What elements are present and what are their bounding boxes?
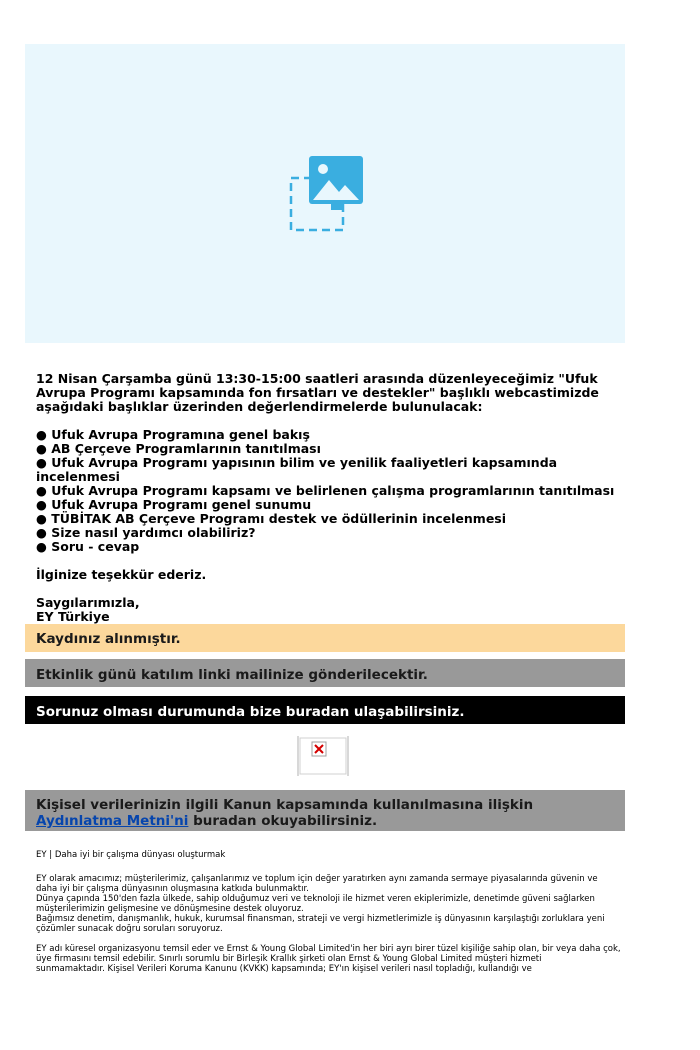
footer-paragraph-1: EY olarak amacımız; müşterilerimiz, çalışanlarımız ve toplum için değer yaratırken aynı zamanda sermaye piyasalarında güvenin ve daha iyi bir çalışma dünyasının oluşmasına katkıda bulunmaktır. Dünya çapında 150'den fazla ülkede, sahip olduğumuz veri ve teknoloji ile hizmet veren ekiplerimizle, denetimde güveni sağlarken müşterilerimizin gelişmesine ve dönüşmesine destek oluyoruz. Bağımsız denetim, danışmanlık, hukuk, kurumsal finansman, strateji ve vergi hizmetlerimizle iş dünyasının karşılaştığı zorluklara yeni çözümler sunacak doğru soruları soruyoruz. (36, 874, 605, 934)
agenda-item: ● Ufuk Avrupa Programına genel bakış (36, 427, 310, 442)
privacy-notice-link[interactable]: Aydınlatma Metni'ni (36, 813, 189, 829)
agenda-item: ● Soru - cevap (36, 539, 140, 554)
registered-banner: Kaydınız alınmıştır. (25, 624, 625, 652)
privacy-banner (25, 790, 625, 831)
footer (36, 850, 621, 984)
privacy-text-after: buradan okuyabilirsiniz. (188, 813, 378, 829)
agenda-item: ● Ufuk Avrupa Programı genel sunumu (36, 497, 312, 512)
footer-paragraph-2: EY adı küresel organizasyonu temsil eder ve Ernst & Young Global Limited'in her biri ayrı birer tüzel kişiliğe sahip olan, bir veya daha çok, üye firmasını temsil edebilir. Sınırlı sorumlu bir Birleşik Krallık şirketi olan Ernst & Young Global Limited müşteri hizmeti sunmamaktadır. Kişisel Verileri Koruma Kanunu (KVKK) kapsamında; EY'ın kişisel verileri nasıl topladığı, kullandığı ve (36, 944, 621, 974)
image-placeholder-icon (289, 156, 363, 232)
agenda-item: ● Ufuk Avrupa Programı kapsamı ve belirlenen çalışma programlarının tanıtılması (36, 483, 615, 498)
link-info-banner: Etkinlik günü katılım linki mailinize gönderilecektir. (25, 659, 625, 687)
closing-block (36, 596, 621, 624)
closing-signature: EY Türkiye (36, 609, 110, 624)
agenda-item: ● AB Çerçeve Programlarının tanıtılması (36, 441, 321, 456)
footer-tagline: EY | Daha iyi bir çalışma dünyası oluşturmak (36, 850, 226, 860)
privacy-text-before: Kişisel verilerinizin ilgili Kanun kapsamında kullanılmasına ilişkin (36, 797, 534, 813)
intro-paragraph: 12 Nisan Çarşamba günü 13:30-15:00 saatleri arasında düzenleyeceğimiz "Ufuk Avrupa Programı kapsamında fon fırsatları ve destekler" başlıklı webcastimizde aşağıdaki başlıklar üzerinden değerlendirmelerde bulunulacak: (36, 371, 599, 414)
hero-image-placeholder (25, 44, 625, 343)
contact-banner[interactable]: Sorunuz olması durumunda bize buradan ulaşabilirsiniz. (25, 696, 625, 724)
broken-image-icon (297, 736, 349, 776)
agenda-list (36, 428, 621, 554)
closing-salutation: Saygılarımızla, (36, 595, 140, 610)
intro-section (36, 372, 621, 624)
agenda-item: ● TÜBİTAK AB Çerçeve Programı destek ve ödüllerinin incelenmesi (36, 511, 507, 526)
agenda-item: ● Ufuk Avrupa Programı yapısının bilim ve yenilik faaliyetleri kapsamında incelenmesi (36, 455, 558, 484)
agenda-item: ● Size nasıl yardımcı olabiliriz? (36, 525, 256, 540)
thanks-text: İlginize teşekkür ederiz. (36, 567, 207, 582)
